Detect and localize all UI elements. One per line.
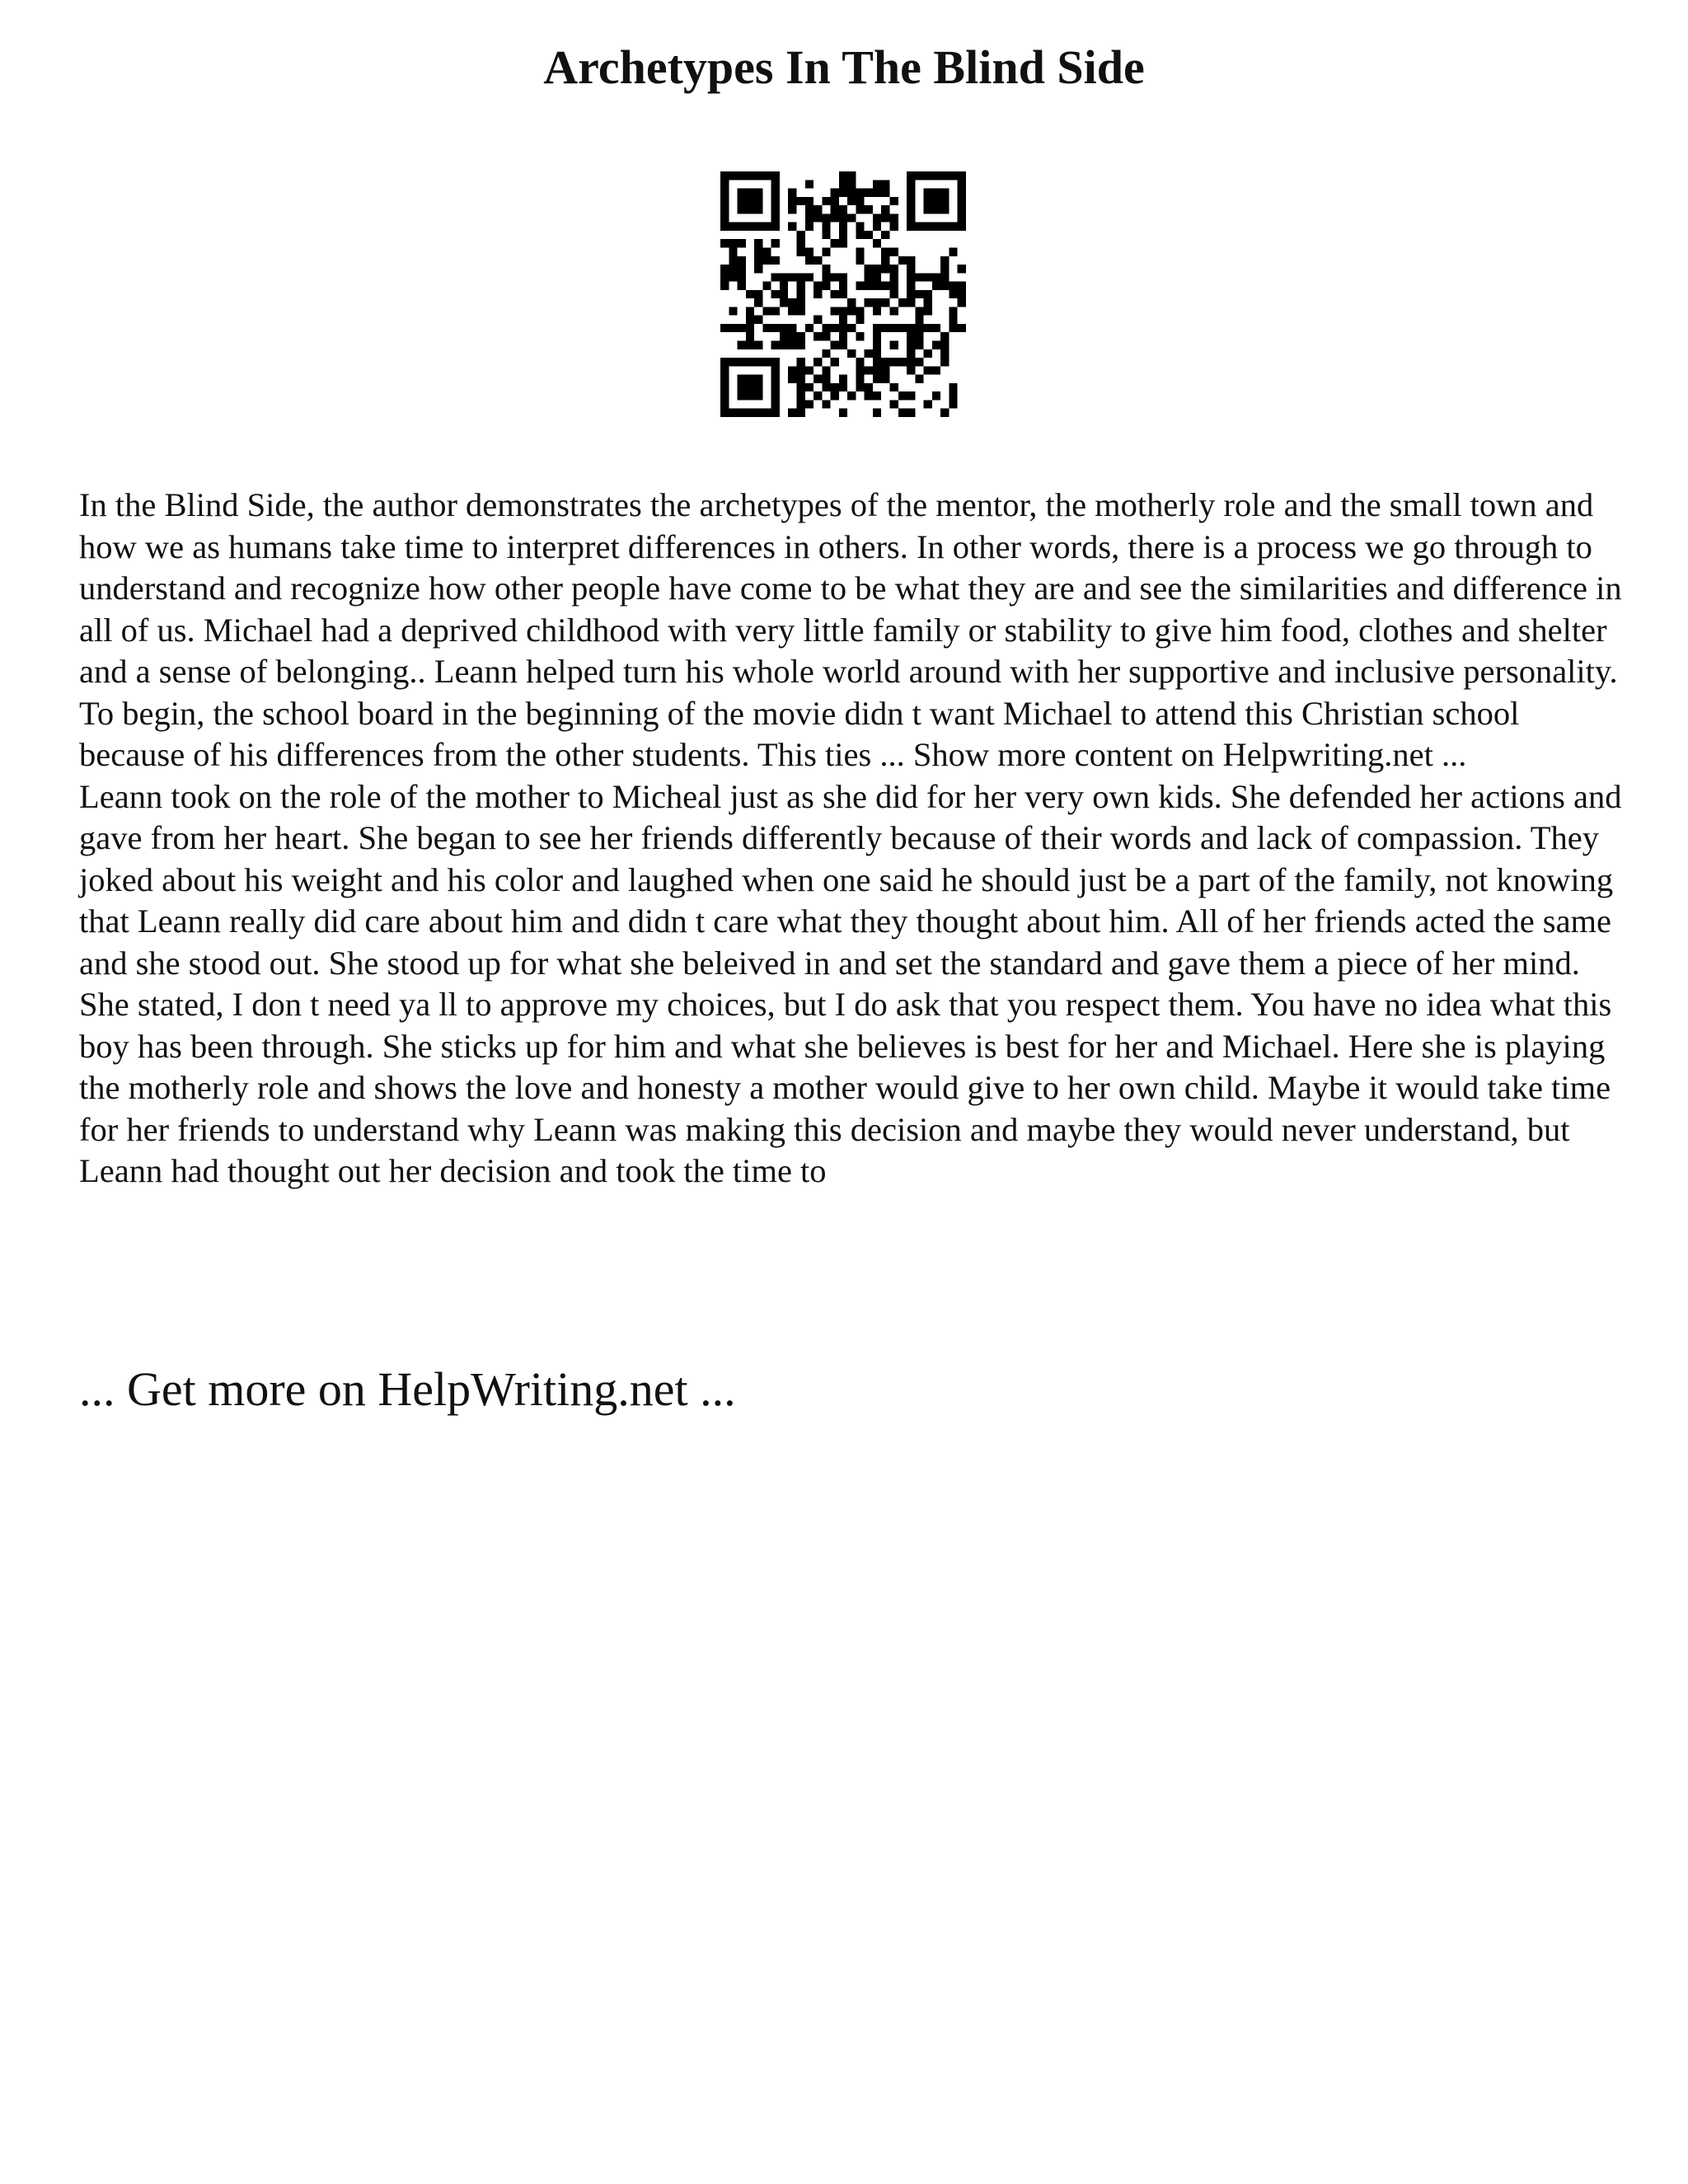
- page-title: Archetypes In The Blind Side: [543, 40, 1145, 94]
- get-more-link[interactable]: ... Get more on HelpWriting.net ...: [79, 1362, 736, 1416]
- paragraph-2: Leann took on the role of the mother to Micheal just as she did for her very own kids. She defended her actions and gave from her heart. She began to see her friends differently because of their words and lack of compassion. They joked about his weight and his color and laughed when one said he should just be a part of the family, not knowing that Leann really did care about him and didn t care what they thought about him. All of her friends acted the same and she stood out. She stood up for what she beleived in and set the standard and gave them a piece of her mind. She stated, I don t need ya ll to approve my choices, but I do ask that you respect them. You have no idea what this boy has been through. She sticks up for him and what she believes is best for her and Michael. Here she is playing the motherly role and shows the love and honesty a mother would give to her own child. Maybe it would take time for her friends to understand why Leann was making this decision and maybe they would never understand, but Leann had thought out her decision and took the time to: [79, 777, 1622, 1189]
- essay-body: [79, 485, 1629, 1193]
- paragraph-1: In the Blind Side, the author demonstrates the archetypes of the mentor, the motherly role and the small town and how we as humans take time to interpret differences in others. In other words, there is a process we go through to understand and recognize how other people have come to be what they are and see the similarities and difference in all of us. Michael had a deprived childhood with very little family or stability to give him food, clothes and shelter and a sense of belonging.. Leann helped turn his whole world around with her supportive and inclusive personality. To begin, the school board in the beginning of the movie didn t want Michael to attend this Christian school because of his differences from the other students. This ties ... Show more content on Helpwriting.net ...: [79, 486, 1622, 773]
- qr-code-icon: [720, 171, 966, 417]
